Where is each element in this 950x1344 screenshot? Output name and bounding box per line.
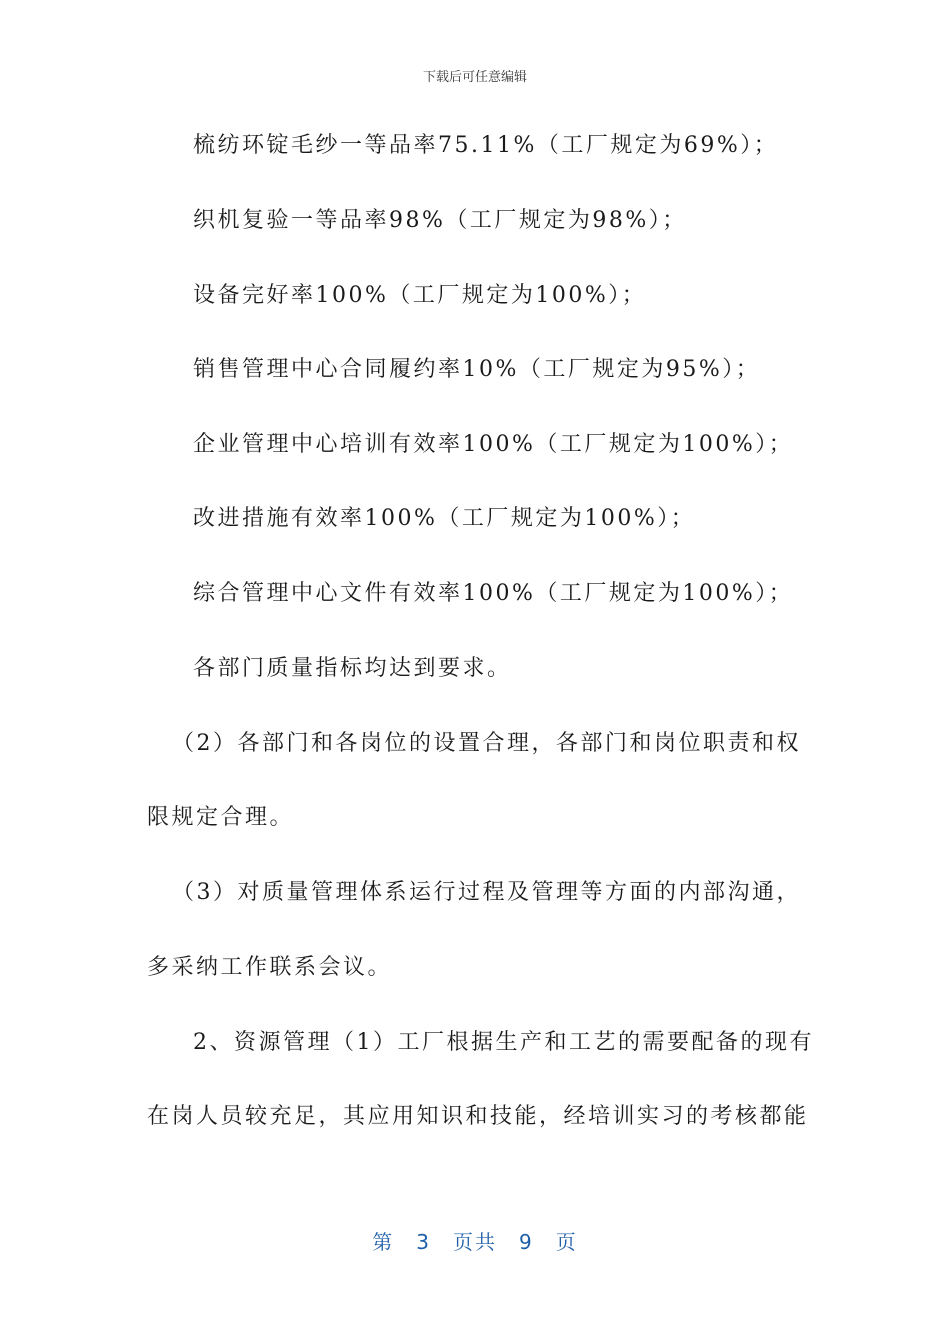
footer-di: 第 [372, 1230, 395, 1254]
paragraph-line: 梳纺环锭毛纱一等品率75.11%（工厂规定为69%）； [193, 133, 779, 158]
paragraph-line: （3）对质量管理体系运行过程及管理等方面的内部沟通， [172, 880, 801, 905]
paragraph-line: 限规定合理。 [147, 805, 295, 830]
page-footer [0, 1226, 950, 1255]
footer-total-pages: 9 [519, 1230, 534, 1254]
paragraph-line: 多采纳工作联系会议。 [147, 955, 393, 980]
header-note: 下载后可任意编辑 [422, 70, 527, 85]
paragraph-line: 设备完好率100%（工厂规定为100%）； [193, 283, 647, 308]
paragraph-line: 销售管理中心合同履约率10%（工厂规定为95%）； [193, 357, 761, 382]
footer-ye: 页 [555, 1230, 578, 1254]
paragraph-line: （2）各部门和各岗位的设置合理，各部门和岗位职责和权 [172, 731, 801, 756]
paragraph-line: 各部门质量指标均达到要求。 [193, 656, 512, 681]
paragraph-line: 企业管理中心培训有效率100%（工厂规定为100%）； [193, 432, 794, 457]
paragraph-line: 改进措施有效率100%（工厂规定为100%）； [193, 506, 696, 531]
paragraph-line: 织机复验一等品率98%（工厂规定为98%）； [193, 208, 687, 233]
paragraph-line: 2、资源管理（1）工厂根据生产和工艺的需要配备的现有 [193, 1030, 814, 1055]
paragraph-line: 在岗人员较充足，其应用知识和技能，经培训实习的考核都能 [147, 1104, 809, 1129]
footer-page-number: 3 [416, 1230, 431, 1254]
paragraph-line: 综合管理中心文件有效率100%（工厂规定为100%）； [193, 581, 794, 606]
footer-ye-gong: 页共 [453, 1230, 497, 1254]
